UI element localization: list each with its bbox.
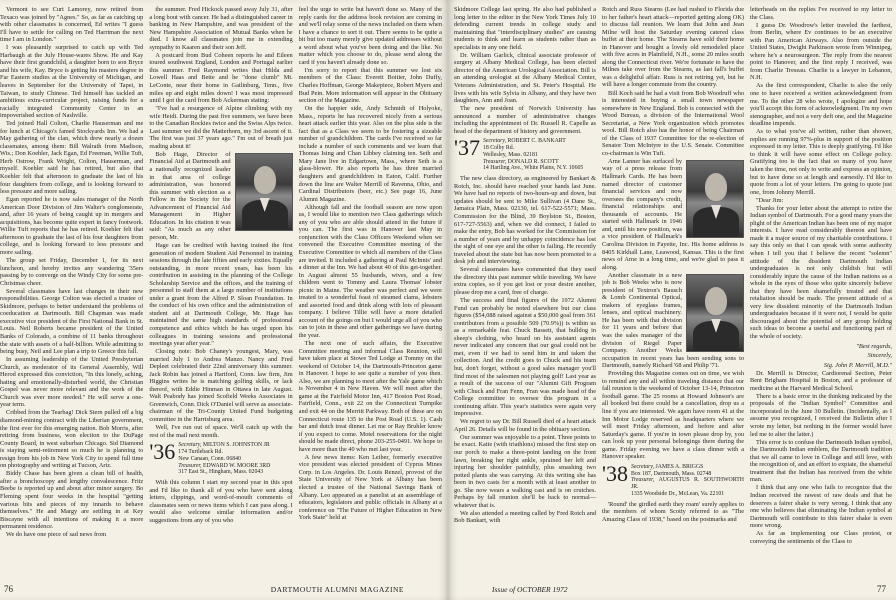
paragraph: Bob Hage, Director of Financial Aid at Dartmouth and a nationally recognized leader in that area of college administration, was honored this summer with election as a Fellow in the Society for the Advancement of Financial Aid Management in Higher Education. In his citation it was said: "As much as any other person, Mr. [149, 150, 231, 241]
paragraph: Thanks for your letter about the attempt to retire the Indian symbol of Dartmouth. For a good many years the plight of the American Indian has been one of my major interests. I have read considerably thereon and have made it a major source of my charitable contributions. I say this only so that I can speak with some authority when I tell you that I believe the recent "solemn" attitude of the dissident Dartmouth Indian undergraduates is not only childish but will considerably injure the cause of the Indian nations as a whole in the eyes of those who quite sincerely believe that they have been shamefully treated and that retaliation should be made. The present attitude of a very few dissident minority of the Dartmouth Indian undergraduates because if it were not, I would be quite discouraged about the potential of any group holding such ideas to become a useful and functioning part of the whole of society. [750, 204, 892, 341]
letter-closing: "Best regards, [856, 342, 892, 350]
paragraph: Cribbed from the Tearbag! Dick Stern pulled off a big diamond-mining contract with the Liberian government, the first ever for this emerging nation. Bob Morris, after retiring from business, won election to the DuPage County Board, in west suburban Chicago. Sid Diamond is staying semi-retirement so much he is planning to resign from his job in New York City to spend full time on photography and writing at Tucson, Ariz. [0, 409, 144, 470]
paragraph: This error is to confuse the Dartmouth Indian symbol, the Dartmouth Indian emblem, the Dartmouth tradition that we all came to love in College and still love, with the recognition of, and an effort to expiate, the shameful treatment that the Indian has received from the white man. [750, 438, 892, 484]
paragraph: I was pleasantly surprised to catch up with Ted Harbaugh at the July House-wares Show. He and Kay have their first grandchild, a daughter born to son Bryce and his wife, Kay. Bryce is getting his masters degree in Far Eastern studies at the University of Michigan, and leaves in September for the University of Tapei, in Taiwan, to study Chinese. Ted himself has tackled an ambitious extra-curricular project, raising funds for a racially integrated Community Center in an impoverished section of Nashville. [0, 44, 144, 120]
class-header-36 [149, 439, 292, 476]
paragraph: Well, I've run out of space. We'll catch up with the rest of the mail next month. [149, 424, 293, 439]
paragraph: Another classmate in a new job is Bob Weeks who is now president of Textron's Bausch & Lomb Continental Optical, makers of eyeglass frames, lenses, and optical machinery. He has been with that division for 11 years and before that was the sales manager of the division of Riegel Paper Company. Another Weeks occupation in recent years has been sending sons to Dartmouth, namely Richard '68 and Philip '71. [602, 271, 744, 370]
paragraph: As far as implementing our Class protest, or conveying the sentiments of the Class to [750, 530, 892, 545]
right-col-1 [454, 6, 596, 578]
paragraph: We regret to say Dr. Bill Russell died of a heart attack April 26. Details will be found in the obituary section. [454, 418, 596, 433]
right-footer [448, 582, 896, 596]
paragraph: Our summer was enjoyable to a point. Three points to be exact. Katie (with triathlons) missed the first step on our porch to make a three-point landing on the front lawn, breaking her right ankle, sprained her left and injuring her shoulder painfully, plus smashing two potted plants she was carrying. At this writing she has been in two casts for a month with at least another to go. She now wears a walking cast and is on crutches. Perhaps by fall reunion she'll be back to normal—whatever that is. [454, 433, 596, 509]
paragraph: We also attended a meeting called by Fred Rotch and Bob Bankart, with [454, 509, 596, 525]
paragraph: As to what you've all written, rather than shower, replies are running 97%-plus in support of the position expressed in my letter. This is deeply gratifying. I'd like to think it will have some effect on College policy. Gratifying too is the fact that so many of you have taken the time, not only to write and express an opinion, but to have done so at length and earnestly. I'd like to quote from a lot of your letters. I'm going to quote just one, from Johnny Merrill. [750, 128, 892, 196]
paragraph: With this column I start my second year in this spot and I'd like to thank all of you who have sent along letters, clippings, and word-of-mouth comments of classmates seen or news items which I can pass along. I would also welcome similar information and/or suggestions from any of you who [149, 479, 293, 524]
class-year: '37 [454, 135, 480, 161]
paragraph: Several classmates have commented that they used the directory this past summer while traveling. We have extra copies, so if you get lost or your desire another, please drop me a card, free of charge. [454, 266, 596, 296]
paragraph: Skidmore College last spring. He also had published a long letter to the editor in the New York Times July 10 defending current trends in college study and maintaining that "interdisciplinary studies" are causing students to think and learn as students rather than as specialists in any one field. [454, 6, 596, 51]
paragraph: In assuming leadership of the United Presbyterian Church, as moderator of its General Assembly, Will Herod expressed this conviction, "In this lonely, aching, hating and emotionally-disturbed world, the Christian Gospel was never more relevant and the work of the Church was ever more needed." He will serve a one-year term. [0, 356, 144, 409]
paragraph: The group set Friday, December 1, for its next luncheon, and hereby invites any wandering '35ers passing by to converge on the Windy City for some pre-Christmas cheer. [0, 257, 144, 287]
class-header-38 [602, 460, 744, 498]
portrait-photo-bob-weeks [686, 274, 744, 352]
letter-closing: Sincerely, [867, 352, 892, 360]
paragraph: Hage can be credited with having trained the first generation of modern Student Aid Personnel in training sessions through the late fifties and early sixties. Equally outstanding, in more recent years, has been his contribution in assisting in the planning of the College Scholarship Service and the offices, and the training of personnel to staff them at a large number of institutions under a grant from the Alfred P. Sloan Foundation. In the conduct of his own office and the administration of student aid at Dartmouth College, Mr. Hage has maintained the same high standards of professional competence and ethics which he has urged upon his colleagues in training sessions and professional meetings year after year." [149, 241, 293, 348]
paragraph: As the first correspondent, Charlie is also the only one to have received a written acknowledgment from me. To the other 28 who wrote, I apologize and hope you'll accept this form of acknowledgment. I'm my own stenographer, and not a very deft one, and the Magazine deadline impends. [750, 82, 892, 128]
left-page-columns [0, 6, 442, 578]
left-col-3 [299, 6, 442, 578]
paragraph: Dr. Merrill is Director, Cardiorenal Section, Peter Bent Brigham Hospital in Boston, and a professor of medicine at the Harvard Medical School. [750, 369, 892, 392]
portrait-photo-arne-lanner [686, 160, 744, 238]
paragraph: Although fall and the football season are now upon us, I would like to mention two Class gatherings which any of you who are able should attend in the future if you can. The first was in Hanover last May in conjunction with the Class Officers Weekend when we convened the Executive Committee meeting of the Executive Committee to which all members of the Class are invited. It included a gathering at Paul McInnis' and a dinner at the Inn. We had about 40 of this get-together. In August almost 55 husbands, wives, and a few children went to Tommy and Laura Thomas' lobster picnic in Maine. The weather was perfect and we were treated to a wonderful feast of steamed clams, lobsters and assorted food and drink along with lots of pleasant company. I believe Tillie will have a more detailed account of the goings on but I would urge all of you who can to join in these and other gatherings we have during the year. [298, 203, 442, 340]
paragraph: Bill Koch said he had a visit from Bob Woodruff who is interested in buying a small town newspaper somewhere in New England. Bob is connected with the Wood Bureau, a division of the International Wool Secretariat, a New York organization which promotes wool. Bill Rotch also has the honor of being Chairman of the Class of 1937 Committee for the re-election of Senator Tom McIntyre to the U.S. Senate. Committee co-chairman is Win Tuft. [602, 89, 744, 157]
paragraph: I guess Dr. Woodrow's letter traveled the farthest, from Berlin, where Ev continues to be an executive with Pan American Airways. Also from outside the United States, Dwight Parkinson wrote from Winnipeg, where he's a neurosurgeon. The reply from the nearest point to Hanover, and the first reply I received, was from Charlie Treseau. Charlie is a lawyer in Lebanon, N.H. [750, 21, 892, 82]
paragraph: Closing note: Bob Chaney's youngest, Mary, was married July 1 to Andrea Manzo. Nancy and Fred Depleet celebrated their 22nd anniversary this summer. Jack Robin has joined a Hartford, Conn. law firm, Jim Higgins writes he is matching golfing skills, or lack thereof, with Eddie Hinman in Ottawa in late August. Walt Peabody has joined Scofield Weeks Associates in Greenwich, Conn. Dick O'Daniel will serve as associate-chairman of the Tri-County United Fund budgeting committee in the Harrisburg area. [149, 348, 293, 424]
class-year: '38 [602, 460, 628, 486]
paragraph: Dr. William Garlick, clinical associate professor of surgery at Albany Medical College, has been elected director of the American Urological Association. Bill is an attending urologist at the Albany Medical Center, Veterans Administration, and St. Peter's Hospital. He lives with his wife Sylvia in Albany, and they have two daughters, Ann and Joan. [454, 51, 596, 105]
class-year: '36 [149, 439, 176, 465]
paragraph: I think that any one who fails to recognize that the Indian received the rawest of raw deals and that he deserves a fairer shake is very wrong. I think that any one who believes that eliminating the Indian symbol at Dartmouth will contribute to this fairer shake is even more wrong. [750, 484, 892, 530]
paragraph: Rotch and Russ Stearns (Lee had rushed to Florida due to her father's heart attack—reported getting along OK) to discuss fall reunion. We learn that John and Jean Milne will host the Saturday evening catered class buffet at their home. The Stearns have sold their home in Hanover and bought a lovely old remodeled place with five acres in Plainfield, N.H., some 20 miles south along the Connecticut river. We're fortunate to have the Milnes take over from the Stearns, as last fall's buffet was a delightful affair. Russ is not retiring yet, but he will have a longer commute from the country. [602, 6, 744, 89]
portrait-photo-bob-hage [235, 153, 293, 231]
paragraph: On the happier side, Andy Schmidt of Holyoke, Mass., reports he has recovered nicely from a serious heart attack earlier this year. Also on the plus side is the fact that as a Class we seem to be fostering a sizeable number of grandchildren. The cards I've received so far include a number of such comments and we learn that Thomas Ising and Chan Libbey claiming ten. Seth and Mary Jane live in Edgartown, Mass., where Seth is a glass-blower. He also reports he has three married daughters and grandchildren in Eaton, Calif. Further down the line are Walter Merrill of Ravenna, Ohio, and Cardinal Distributors (beer, etc.) See page 16, June Alumni Magazine. [298, 105, 442, 203]
page-number: 77 [877, 584, 886, 594]
paragraph: Several classmates have last changes in their new responsibilities. George Colton was elected a trustee of Skidmore, perhaps to better understand the problems of coeducation at Dartmouth. Bill Chapman was made executive vice president of the First National Bank in St. Louis. Neil Roberts became president of the United Banks of Colorado, a combine of 11 banks throughout the state with assets of a half-billion. While admitting to being busy, Neil and Lee plan a trip to Greece this fall. [0, 287, 144, 356]
right-page-columns [454, 6, 892, 578]
class-officers: Secretary, JAMES A. BRIGGS Box 187, Dartmouth, Mass. 02748 Treasurer, AUGUSTUS R. SOUTHWORTH JR. 1335 Woodside Dr., McLean, Va. 22101 [630, 463, 744, 497]
paragraph: A postcard from Bud Coheen reports he and Eileen toured southwest England, London and Portugal earlier this summer. Fred Raymond writes that Hilda and Lowell Haas and Bette and he "done clumb" Mt. LeConte, near their home in Gatlinburg, Tenn., five miles up and eight miles down! I was most impressed until I got the card from Bob Ackerman stating: [149, 51, 293, 105]
left-col-2 [149, 6, 292, 578]
paragraph: feel the urge to write but haven't done so. Many of the reply cards for the address book revision are coming in and we'll relay some of the news included on them when I have a chance to sort it out. There seems to be quite a bit but too many merely give updated addresses without a word about what you've been doing and the like. No matter which you choose to do, please send along the card if you haven't already done so. [298, 6, 442, 66]
paragraph: 'Round' the girdled earth they roam' surely applies to the members of whom Scotty referred to as "The Amazing Class of 1938," based on the postmarks and [602, 500, 744, 523]
right-page [448, 0, 896, 600]
page-number: 76 [4, 584, 13, 594]
paragraph: Ted joined Hall Colton, Charlie Hauserman and me for lunch at Chicago's famed Stockyards Inn. We had a May gathering of the clan, which drew nearly a dozen classmates, among them: Bill Walrath from Madison, Wis.; Don Koehler, Jack Egan, Ed Freeman, Willie Tuft, Herb Ostrow, Frank Wright, Colton, Hauserman, and myself. Koehler said he has retired, but also that Koehler felt that afternoon to graduate the last of his four daughters from college, and is looking forward to less pressure and more sailing. [0, 120, 144, 196]
left-col-1 [0, 6, 143, 578]
left-footer [0, 582, 448, 596]
paragraph: The success and final figures of the 1972 Alumni Fund can probably be noted elsewhere but our class figures ($54,088 raised against a $50,000 goal from 361 contributors from a possible 509 (70.9%)) is within us as a remarkable feat. Chuck Bassett, that bulldog in sheep's clothing, who heard on his assistant agents never indicated any concern that our goal could not be met, even if we had to send him in and taken the collection. And the credit goes to Chuck and his team but, don't forget, without a good sales manager you'll find most of the salesmen not playing golf! Last year as a result of the success of our "Alumni Gift Program with Chuck and Fran Fenn, Fran was made head of the College committee to oversee this program in a continuing affair. This year's statistics were again very impressive. [454, 297, 596, 418]
letter-signature: Sig. John P. Merrill, M.D." [823, 361, 892, 369]
paragraph: letterheads on the replies I've received to my letter to the Class. [750, 6, 892, 21]
paragraph: The new class directory, as engineered by Bankart & Rotch, Inc. should have reached your hands last June. We have had no reports of two-hours-up and down, but updates should be sent to Mike Sullivan (4 Dane St., Jamaica Plain, Mass. 02130, tel. 617-522-5571; Mass. Commission for the Blind, 39 Boylston St., Boston, 617-727-5563) and, when we did connect, I failed to make the entry, Bob has worked for the Commission for a number of years and by unhappy coincidence has lost the sight of one eye and the other is failing. He recently traveled about the state but has now been promoted to a desk job and interviewing. [454, 175, 596, 266]
paragraph: We do have one piece of sad news from [6, 531, 107, 539]
issue-label: Issue of OCTOBER 1972 [492, 585, 568, 594]
right-col-2 [602, 6, 744, 578]
paragraph: The next one of such affairs, the Executive Committee meeting and informal Class Reunion, will have taken place at Stowe Ted Lodge at Tommy on the weekend of October 14, the Dartmouth-Princeton game in Hanover. I hope to see quite a number of you then. Also, we are planning to meet after the Yale game which is November 4 in New Haven. We will meet after the game at the Fairfield Motor Inn, 417 Boston Post Road, Fairfield, Conn., exit 22 on the Connecticut Turnpike and exit 44 on the Merritt Parkway. Both of these are on Connecticut route 135 to the Post Road (U.S. 1). Cash bar and dutch treat dinner. Let me or Ray Bruhler know if you expect to come. Motel reservations for the night should be made direct, phone 203-255-0491. We hope to have more than the 40 who met last year. [298, 340, 442, 453]
class-officers: Secretary, MILTON S. JOHNSTON JR 174 Turtleback Rd. New Canaan, Conn. 06840 Treasurer, EDWARD W. MOORE 3RD 317 East St., Hingham, Mass. 02043 [178, 442, 271, 476]
letter-salutation: "Dear Jim: [756, 196, 784, 204]
paragraph: I'm sorry to report that this summer we lost six members of the Class: Everett Boitier, John Duffy, Charles Hoffman, George Makepiece, Robert Myers and Bud Pein. More information will appear in the Obituary section of the Magazine. [298, 66, 442, 105]
paragraph: Vermont to see Curt Lamorey, now retired from Texaco was joined by "Agnes." So, as far as catching up with other classmates is concerned, Ed writes "I guess I'll have to settle for calling on Ted Harriman the next time I am in London." [0, 6, 144, 44]
magazine-title: DARTMOUTH ALUMNI MAGAZINE [270, 585, 404, 594]
paragraph: "I've had a resurgence of Alpine climbing with my wife Heidi. During the past five summers, we have been to the Canadian Rockies twice and the Swiss Alps twice. Last summer we did the Matterhorn, my 3rd ascent of it. The first was just 37 years ago." I'm out of breath just reading about it! [149, 105, 293, 150]
right-col-3 [750, 6, 892, 578]
paragraph: The new president of Norwich University has announced a number of administrative changes including the appointment of Dr. Russell R. Capelle as head of the department of history and government. [454, 105, 596, 135]
paragraph: A few news items: Ken Leiber, formerly executive vice president was elected president of Cyprus Mines Corp. in Los Angeles. Dr. Louis Renzel, provost of the State University of New York at Albany has been elected a trustee of the National Savings Bank of Albany. Leo appeared as a panelist at an assemblage of educators, legislators and public officials in Albany at a conference on "The Future of Higher Education in New York State" held at [298, 453, 442, 522]
paragraph: Biddy Chase has been given a clean bill of health, after a bronchoscopy and lengthy convalescence. Fritz Beebe is reported up and about after minor surgery. Bo Fleming spent four weeks in the hospital "getting various bits and pieces of my innards to behave themselves." He and Margy are settling in at Key Biscayne with all intentions of making it a more permanent residence. [0, 470, 144, 531]
paragraph: Arne Lanner has surfaced by way of a press release from Hallmark Cards. He has been named director of customer financial services and now oversees the company's credit, financial relationships and thousands of accounts. He started with Hallmark in 1946 and, until his new position, was a vice president of Hallmark's Carolina Division in Fayette, Inc. His home address is 8405 Kirkhall Lane, Leawood, Kansas. This is the first news of Arne in a long time, and we're glad to pass it along. [602, 157, 744, 271]
class-header-37 [454, 135, 596, 172]
class-officers: Secretary, ROBERT C. BANKART 18 Colby Rd. Wellesley, Mass. 02181 Treasurer, DONALD R. SCOTT 14 Hartling Ave., White Plains, N.Y. 10605 [482, 138, 584, 172]
paragraph: There is a basic error in the thinking indicated by the proposals of the "Indian Symbol" Committee and incorporated in the June 30 Bulletin. (Incidentally, as I assume you recognized, I received the Bulletin after I wrote my letter, but nothing in the former would have led me to alter the latter.) [750, 392, 892, 438]
paragraph: Egan reported he is now sales manager of the North American Door Division of Jim Walter's conglomerate, and, after 16 years of being caught up in mergers and acquisitions, has become quite expert in fancy footwork. Willie Tuft reports that he has retired. Koehler felt that afternoon to graduate the last of his four daughters from college, and is looking forward to less pressure and more sailing. [0, 196, 144, 256]
paragraph: the summer. Fred Hickock passed away July 31, after a long bout with cancer. He had a distinguished career in banking in New Hampshire, and was president of the New Hampshire Association of Mutual Banks when he died. I know all classmates join me in extending sympathy to Kaaren and their son Jeff. [149, 6, 293, 51]
paragraph: Providing this Magazine comes out on time, we wish to remind any and all within traveling distance that our fall reunion is the weekend of October 13-14, Princeton football game. The 25 rooms at Howard Johnson's are all booked but there could be a cancellation, drop us a line if you are interested. We again have room 41 at the Inn Motor Lodge reserved as headquarters where we will meet Friday afternoon, and before and after Saturday's game. If you're in town please drop by, you can look up your personal belongings there during the game. Friday evening we have a class dinner with a Hanover speaker. [602, 370, 744, 461]
